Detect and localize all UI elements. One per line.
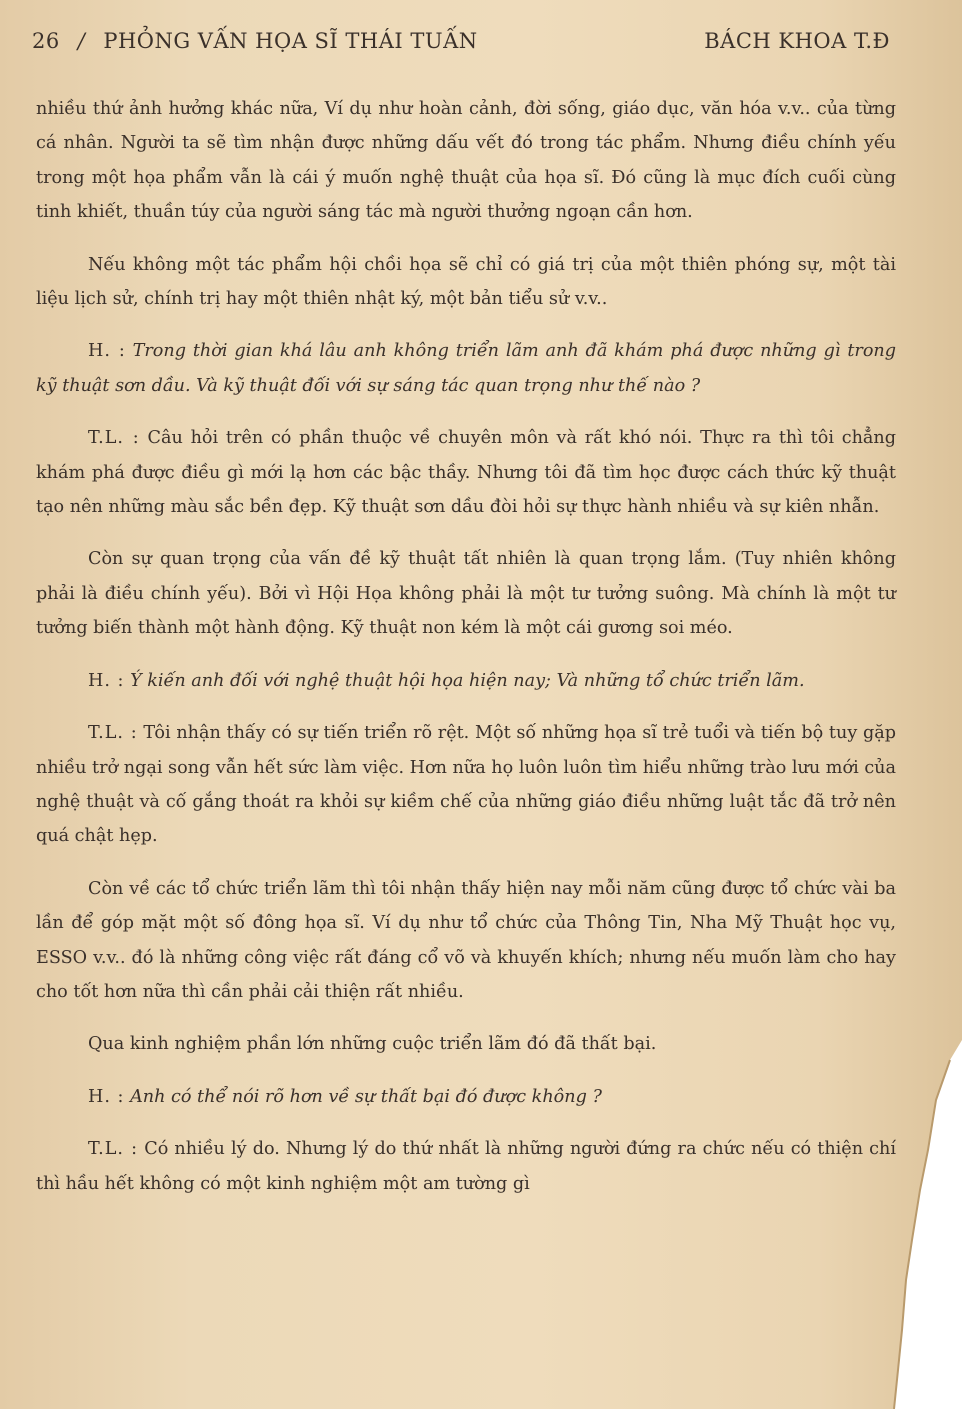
- running-header: [32, 24, 890, 58]
- speaker-label: T.L. :: [88, 1139, 139, 1160]
- paragraph-text: Qua kinh nghiệm phần lớn những cuộc triển lãm đó đã thất bại.: [88, 1034, 657, 1055]
- answer-text: Có nhiều lý do. Nhưng lý do thứ nhất là những người đứng ra chức nếu có thiện chí thì hầu hết không có một kinh nghiệm một am tường gì: [36, 1139, 896, 1194]
- interviewer-question: [36, 1080, 896, 1114]
- paragraph-text: Nếu không một tác phẩm hội chồi họa sẽ chỉ có giá trị của một thiên phóng sự, một tài liệu lịch sử, chính trị hay một thiên nhật ký, một bản tiểu sử v.v..: [36, 254, 896, 310]
- question-text: Ý kiến anh đối với nghệ thuật hội họa hiện nay; Và những tổ chức triển lãm.: [130, 670, 805, 691]
- paragraph: [36, 542, 896, 645]
- article-title: PHỎNG VẤN HỌA SĨ THÁI TUẤN: [103, 29, 478, 53]
- question-text: Trong thời gian khá lâu anh không triển lãm anh đã khám phá được những gì trong kỹ thuật sơn dầu. Và kỹ thuật đối với sự sáng tác quan trọng như thế nào ?: [36, 341, 897, 396]
- paragraph-text: Còn về các tổ chức triển lãm thì tôi nhận thấy hiện nay mỗi năm cũng được tổ chức vài ba lần để góp mặt một số đông họa sĩ. Ví dụ như tổ chức của Thông Tin, Nha Mỹ Thuật học vụ, ESSO v.v.. đó là những công việc rất đáng cổ võ và khuyến khích; nhưng nếu muốn làm cho hay cho tốt hơn nữa thì cần phải cải thiện rất nhiều.: [36, 878, 896, 1002]
- answer-text: Câu hỏi trên có phần thuộc về chuyên môn và rất khó nói. Thực ra thì tôi chẳng khám phá được điều gì mới lạ hơn các bậc thầy. Nhưng tôi đã tìm học được cách thức kỹ thuật tạo nên những màu sắc bền đẹp. Kỹ thuật sơn dầu đòi hỏi sự thực hành nhiều và sự kiên nhẫn.: [36, 428, 896, 518]
- speaker-label: T.L. :: [88, 428, 140, 449]
- speaker-label: H. :: [88, 341, 126, 362]
- interviewee-answer: [36, 421, 896, 524]
- paragraph-text: nhiều thứ ảnh hưởng khác nữa, Ví dụ như hoàn cảnh, đời sống, giáo dục, văn hóa v.v.. của từng cá nhân. Người ta sẽ tìm nhận được những dấu vết đó trong tác phẩm. Nhưng điều chính yếu trong một họa phẩm vẫn là cái ý muốn nghệ thuật của họa sĩ. Đó cũng là mục đích cuối cùng tinh khiết, thuần túy của người sáng tác mà người thưởng ngoạn cần hơn.: [36, 99, 896, 223]
- paragraph: [36, 872, 896, 1010]
- interviewee-answer: [36, 716, 896, 854]
- interviewee-answer: [36, 1132, 896, 1201]
- header-separator: /: [77, 29, 86, 53]
- paragraph: [36, 248, 896, 317]
- speaker-label: H. :: [88, 670, 125, 691]
- answer-text: Tôi nhận thấy có sự tiến triển rõ rệt. Một số những họa sĩ trẻ tuổi và tiến bộ tuy gặp nhiều trở ngại song vẫn hết sức làm việc. Hơn nữa họ luôn luôn tìm hiểu những trào lưu mới của nghệ thuật và cố gắng thoát ra khỏi sự kiềm chế của những giáo điều những luật tắc đã trở nên quá chật hẹp.: [36, 723, 896, 847]
- journal-name: BÁCH KHOA T.Đ: [704, 29, 890, 53]
- interviewer-question: [36, 334, 896, 403]
- paragraph: [36, 1027, 896, 1061]
- speaker-label: T.L. :: [88, 723, 138, 744]
- paragraph: [36, 92, 896, 230]
- article-body: [36, 92, 896, 1219]
- question-text: Anh có thể nói rõ hơn về sự thất bại đó được không ?: [130, 1086, 602, 1107]
- page-number: 26: [32, 29, 60, 53]
- speaker-label: H. :: [88, 1086, 125, 1107]
- interviewer-question: [36, 664, 896, 698]
- paragraph-text: Còn sự quan trọng của vấn đề kỹ thuật tất nhiên là quan trọng lắm. (Tuy nhiên không phải là điều chính yếu). Bởi vì Hội Họa không phải là một tư tưởng suông. Mà chính là một tư tưởng biến thành một hành động. Kỹ thuật non kém là một cái gương soi méo.: [36, 549, 896, 639]
